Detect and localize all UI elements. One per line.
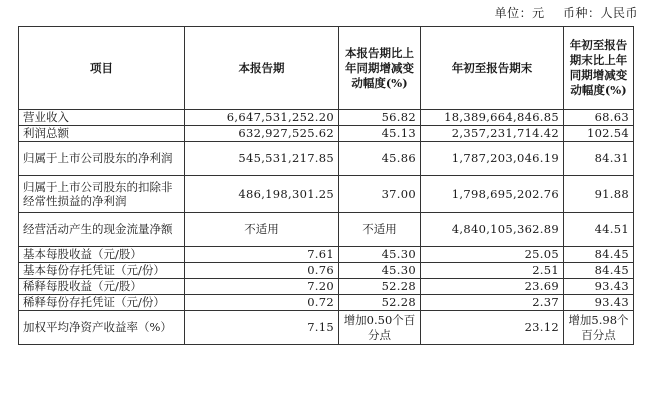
row-ytd-change: 93.43: [564, 295, 634, 311]
row-period-change: 52.28: [339, 279, 421, 295]
table-row: [19, 126, 634, 142]
financial-table: [18, 26, 634, 345]
row-ytd-change: 91.88: [564, 176, 634, 213]
row-ytd-change: 93.43: [564, 279, 634, 295]
row-ytd-change: 68.63: [564, 110, 634, 126]
row-period-change: 37.00: [339, 176, 421, 213]
row-ytd-change: 84.45: [564, 247, 634, 263]
row-period-change: 增加0.50个百分点: [339, 311, 421, 345]
header-period: 本报告期: [185, 27, 339, 110]
row-period: 545,531,217.85: [185, 142, 339, 176]
row-period: 7.15: [185, 311, 339, 345]
row-period-change: 45.30: [339, 247, 421, 263]
row-ytd: 1,798,695,202.76: [421, 176, 564, 213]
row-ytd: 2.37: [421, 295, 564, 311]
row-period: 6,647,531,252.20: [185, 110, 339, 126]
table-header-row: [19, 27, 634, 110]
row-ytd: 25.05: [421, 247, 564, 263]
row-period: 不适用: [185, 213, 339, 247]
row-ytd-change: 84.45: [564, 263, 634, 279]
row-period-change: 不适用: [339, 213, 421, 247]
row-ytd-change: 102.54: [564, 126, 634, 142]
row-ytd: 1,787,203,046.19: [421, 142, 564, 176]
table-row: [19, 295, 634, 311]
row-period: 7.20: [185, 279, 339, 295]
row-period: 632,927,525.62: [185, 126, 339, 142]
row-item: 稀释每份存托凭证（元/份）: [19, 295, 185, 311]
row-ytd: 23.12: [421, 311, 564, 345]
table-row: [19, 176, 634, 213]
unit-line: [481, 4, 638, 21]
row-period: 0.72: [185, 295, 339, 311]
currency-label: 币种：人民币: [562, 6, 638, 20]
header-ytd-change: 年初至报告期末比上年同期增减变动幅度(%): [564, 27, 634, 110]
row-item: 归属于上市公司股东的扣除非经常性损益的净利润: [19, 176, 185, 213]
table-row: [19, 279, 634, 295]
table-row: [19, 263, 634, 279]
row-period-change: 45.86: [339, 142, 421, 176]
row-period: 7.61: [185, 247, 339, 263]
row-period: 486,198,301.25: [185, 176, 339, 213]
row-period: 0.76: [185, 263, 339, 279]
row-item: 经营活动产生的现金流量净额: [19, 213, 185, 247]
row-item: 加权平均净资产收益率（%）: [19, 311, 185, 345]
row-ytd-change: 44.51: [564, 213, 634, 247]
row-ytd-change: 增加5.98个百分点: [564, 311, 634, 345]
row-item: 利润总额: [19, 126, 185, 142]
row-item: 基本每股收益（元/股）: [19, 247, 185, 263]
header-ytd: 年初至报告期末: [421, 27, 564, 110]
row-ytd-change: 84.31: [564, 142, 634, 176]
row-item: 营业收入: [19, 110, 185, 126]
table-row: [19, 247, 634, 263]
header-period-change: 本报告期比上年同期增减变动幅度(%): [339, 27, 421, 110]
unit-label: 单位：元: [494, 6, 545, 20]
table-row: [19, 311, 634, 345]
row-ytd: 4,840,105,362.89: [421, 213, 564, 247]
row-ytd: 18,389,664,846.85: [421, 110, 564, 126]
table-row: [19, 110, 634, 126]
row-item: 稀释每股收益（元/股）: [19, 279, 185, 295]
row-period-change: 56.82: [339, 110, 421, 126]
header-item: 项目: [19, 27, 185, 110]
row-period-change: 45.30: [339, 263, 421, 279]
row-ytd: 2.51: [421, 263, 564, 279]
row-period-change: 45.13: [339, 126, 421, 142]
row-ytd: 23.69: [421, 279, 564, 295]
row-item: 基本每份存托凭证（元/份）: [19, 263, 185, 279]
row-ytd: 2,357,231,714.42: [421, 126, 564, 142]
row-period-change: 52.28: [339, 295, 421, 311]
table-row: [19, 142, 634, 176]
row-item: 归属于上市公司股东的净利润: [19, 142, 185, 176]
table-row: [19, 213, 634, 247]
